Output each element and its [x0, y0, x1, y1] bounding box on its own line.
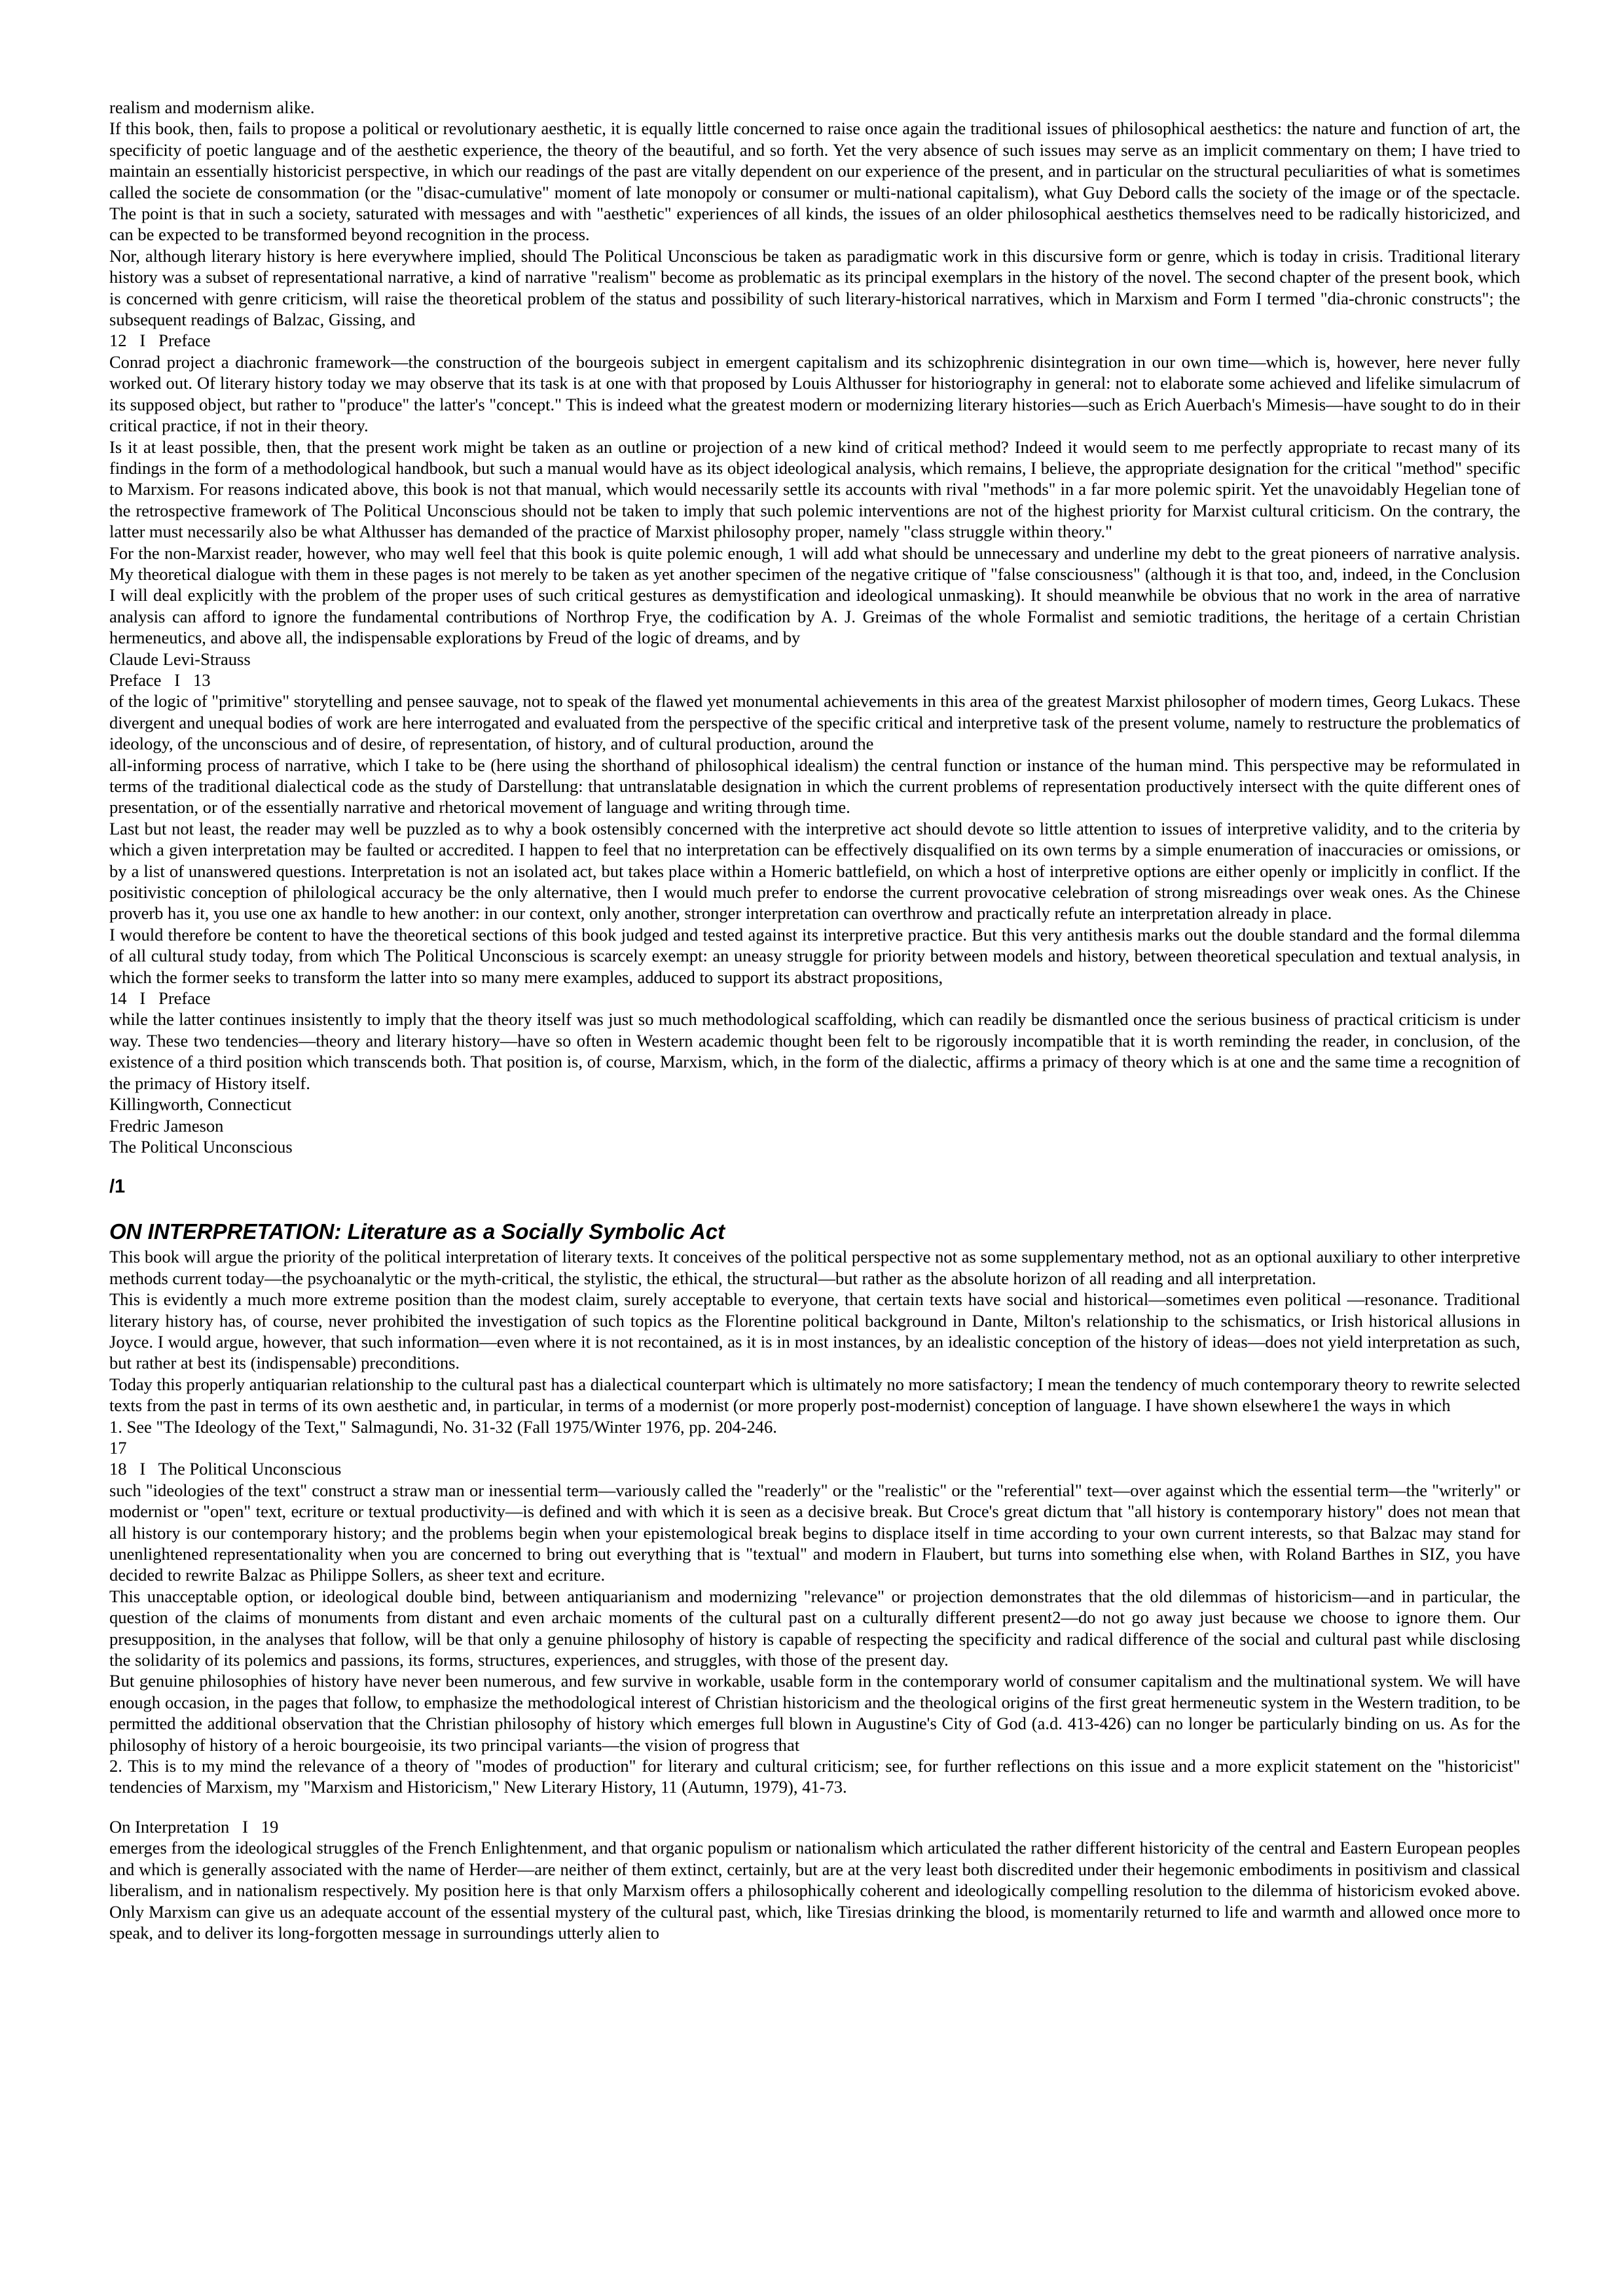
paragraph: But genuine philosophies of history have never been numerous, and few survive in workable, usable form in the contemporary world of consumer capitalism and the multinational system. We will have enough occasion, in the pages that follow, to emphasize the methodological interest of Christian historicism and the theological origins of the first great hermeneutic system in the Western tradition, to be permitted the additional observation that the Christian philosophy of history which emerges full blown in Augustine's City of God (a.d. 413-426) can no longer be particularly binding on us. As for the philosophy of history of a heroic bourgeoisie, its two principal variants—the vision of progress that [109, 1671, 1520, 1755]
signature-author: Fredric Jameson [109, 1115, 224, 1136]
paragraph: all-informing process of narrative, which I take to be (here using the shorthand of philosophical idealism) the central function or instance of the human mind. This perspective may be reformulated in terms of the traditional dialectical code as the study of Darstellung: that untranslatable designation in which the current problems of representation productively intersect with the quite different ones of presentation, or of the essentially narrative and rhetorical movement of language and writing through time. [109, 755, 1520, 817]
paragraph: This is evidently a much more extreme position than the modest claim, surely acceptable to everyone, that certain texts have social and historical—sometimes even political —resonance. Traditional literary history has, of course, never prohibited the investigation of such topics as the Florentine political background in Dante, Milton's relationship to the schismatics, or Irish historical allusions in Joyce. I would argue, however, that such information—even where it is not recontained, as it is in most instances, by an idealistic conception of the history of ideas—does not yield interpretation as such, but rather at best its (indispensable) preconditions. [109, 1289, 1520, 1373]
paragraph: such "ideologies of the text" construct a straw man or inessential term—variously called the "readerly" or the "realistic" or the "referential" text—over against which the essential term—the "writerly" or modernist or "open" text, ecriture or textual productivity—is defined and with which it is seen as a decisive break. But Croce's great dictum that "all history is contemporary history" does not mean that all history is our contemporary history; and the problems begin when your epistemological break begins to displace itself in time according to your own current interests, so that Balzac may stand for unenlightened representationality when you are concerned to bring out everything that is "textual" and modern in Flaubert, but turns into something else when, with Roland Barthes in SIZ, you have decided to rewrite Balzac as Philippe Sollers, as sheer text and ecriture. [109, 1480, 1520, 1585]
paragraph: Is it at least possible, then, that the present work might be taken as an outline or projection of a new kind of critical method? Indeed it would seem to me perfectly appropriate to recast many of its findings in the form of a methodological handbook, but such a manual would have as its object ideological analysis, which remains, I believe, the appropriate designation for the critical "method" specific to Marxism. For reasons indicated above, this book is not that manual, which would necessarily settle its accounts with rival "methods" in a far more polemic spirit. Yet the unavoidably Hegelian tone of the retrospective framework of The Political Unconscious should not be taken to imply that such polemic interventions are not of the highest priority for Marxist cultural criticism. On the contrary, the latter must necessarily also be what Althusser has demanded of the practice of Marxist philosophy proper, namely "class struggle within theory." [109, 437, 1520, 542]
paragraph: This unacceptable option, or ideological double bind, between antiquarianism and modernizing "relevance" or projection demonstrates that the old dilemmas of historicism—and in particular, the question of the claims of monuments from distant and even archaic moments of the cultural past on a culturally different present2—do not go away just because we choose to ignore them. Our presupposition, in the analyses that follow, will be that only a genuine philosophy of history is capable of respecting the specificity and radical difference of the social and cultural past while disclosing the solidarity of its polemics and passions, its forms, structures, experiences, and struggles, with those of the present day. [109, 1586, 1520, 1670]
chapter-title: ON INTERPRETATION: Literature as a Socially Symbolic Act [109, 1219, 725, 1244]
document-page [109, 97, 1520, 1943]
chapter-number: /1 [109, 1176, 126, 1198]
paragraph: For the non-Marxist reader, however, who may well feel that this book is quite polemic enough, 1 will add what should be unnecessary and underline my debt to the great pioneers of narrative analysis. My theoretical dialogue with them in these pages is not merely to be taken as yet another specimen of the negative critique of "false consciousness" (although it is that too, and, indeed, in the Conclusion I will deal explicitly with the problem of the proper uses of such critical gestures as demystification and ideological unmasking). It should meanwhile be obvious that no work in the area of narrative analysis can afford to ignore the fundamental contributions of Northrop Frye, the codification by A. J. Greimas of the whole Formalist and semiotic traditions, the heritage of a certain Christian hermeneutics, and above all, the indispensable explorations by Freud of the logic of dreams, and by [109, 543, 1520, 648]
paragraph: Nor, although literary history is here everywhere implied, should The Political Unconscious be taken as paradigmatic work in this discursive form or genre, which is today in crisis. Traditional literary history was a subset of representational narrative, a kind of narrative "realism" become as problematic as its principal exemplars in the history of the novel. The second chapter of the present book, which is concerned with genre criticism, will raise the theoretical problem of the status and possibility of such literary-historical narratives, which in Marxism and Form I termed "dia-chronic constructs"; the subsequent readings of Balzac, Gissing, and [109, 245, 1520, 330]
paragraph: emerges from the ideological struggles of the French Enlightenment, and that organic populism or nationalism which articulated the rather different historicity of the central and Eastern European peoples and which is generally associated with the name of Herder—are neither of them extinct, certainly, but are at the very least both discredited under their hegemonic embodiments in positivism and classical liberalism, and in nationalism respectively. My position here is that only Marxism offers a philosophically coherent and ideologically compelling resolution to the dilemma of historicism evoked above. Only Marxism can give us an adequate account of the essential mystery of the cultural past, which, like Tiresias drinking the blood, is momentarily returned to life and warmth and allowed once more to speak, and to deliver its long-forgotten message in surroundings utterly alien to [109, 1838, 1520, 1943]
paragraph: If this book, then, fails to propose a political or revolutionary aesthetic, it is equally little concerned to raise once again the traditional issues of philosophical aesthetics: the nature and function of art, the specificity of poetic language and of the aesthetic experience, the theory of the beautiful, and so forth. Yet the very absence of such issues may serve as an implicit commentary on them; I have tried to maintain an essentially historicist perspective, in which our readings of the past are vitally dependent on our experience of the present, and in particular on the structural peculiarities of what is sometimes called the societe de consommation (or the "disac-cumulative" moment of late monopoly or consumer or multi-national capitalism), what Guy Debord calls the society of the image or of the spectacle. The point is that in such a society, saturated with messages and with "aesthetic" experiences of all kinds, the issues of an older philosophical aesthetics themselves need to be radically historicized, and can be expected to be transformed beyond recognition in the process. [109, 118, 1520, 245]
footnote: 2. This is to my mind the relevance of a theory of "modes of production" for literary and cultural criticism; see, for further reflections on this issue and a more explicit statement on the "historicist" tendencies of Marxism, my "Marxism and Historicism," New Literary History, 11 (Autumn, 1979), 41-73. [109, 1756, 1520, 1797]
paragraph: I would therefore be content to have the theoretical sections of this book judged and tested against its interpretive practice. But this very antithesis marks out the double standard and the formal dilemma of all cultural study today, from which The Political Unconscious is scarcely exempt: an uneasy struggle for priority between models and history, between theoretical speculation and textual analysis, in which the former seeks to transform the latter into so many mere examples, adduced to support its abstract propositions, [109, 924, 1520, 987]
paragraph: This book will argue the priority of the political interpretation of literary texts. It conceives of the political perspective not as some supplementary method, not as an optional auxiliary to other interpretive methods current today—the psychoanalytic or the myth-critical, the stylistic, the ethical, the structural—but rather as the absolute horizon of all reading and all interpretation. [109, 1247, 1520, 1288]
signature-title: The Political Unconscious [109, 1136, 293, 1157]
running-header: 14 I Preface [109, 988, 211, 1009]
paragraph: Conrad project a diachronic framework—the construction of the bourgeois subject in emergent capitalism and its schizophrenic disintegration in our own time—which is, however, here never fully worked out. Of literary history today we may observe that its task is at one with that proposed by Louis Althusser for historiography in general: not to elaborate some achieved and lifelike simulacrum of its supposed object, but rather to "produce" the latter's "concept." This is indeed what the greatest modern or modernizing literary histories—such as Erich Auerbach's Mimesis—have sought to do in their critical practice, if not in their theory. [109, 351, 1520, 436]
page-number: 17 [109, 1437, 127, 1458]
signature-place: Killingworth, Connecticut [109, 1094, 292, 1115]
paragraph: realism and modernism alike. [109, 98, 315, 117]
paragraph: of the logic of "primitive" storytelling and pensee sauvage, not to speak of the flawed yet monumental achievements in this area of the greatest Marxist philosopher of modern times, Georg Lukacs. These divergent and unequal bodies of work are here interrogated and evaluated from the perspective of the specific critical and interpretive task of the present volume, namely to restructure the problematics of ideology, of the unconscious and of desire, of representation, of history, and of cultural production, around the [109, 691, 1520, 754]
running-header: 18 I The Political Unconscious [109, 1459, 342, 1479]
running-header: Preface I 13 [109, 670, 211, 690]
spacer [109, 1157, 1520, 1175]
running-header: On Interpretation I 19 [109, 1816, 279, 1837]
paragraph: Last but not least, the reader may well be puzzled as to why a book ostensibly concerned with the interpretive act should devote so little attention to issues of interpretive validity, and to the criteria by which a given interpretation may be faulted or accredited. I happen to feel that no interpretation can be effectively disqualified on its own terms by a simple enumeration of inaccuracies or omissions, or by a list of unanswered questions. Interpretation is not an isolated act, but takes place within a Homeric battlefield, on which a host of interpretive options are either openly or implicitly in conflict. If the positivistic conception of philological accuracy be the only alternative, then I would much prefer to endorse the current provocative celebration of strong misreadings over weak ones. As the Chinese proverb has it, you use one ax handle to hew another: in our context, only another, stronger interpretation can overthrow and practically refute an interpretation already in place. [109, 818, 1520, 924]
paragraph: Today this properly antiquarian relationship to the cultural past has a dialectical counterpart which is ultimately no more satisfactory; I mean the tendency of much contemporary theory to rewrite selected texts from the past in terms of its own aesthetic and, in particular, in terms of a modernist (or more properly post-modernist) conception of language. I have shown elsewhere1 the ways in which [109, 1374, 1520, 1416]
paragraph: while the latter continues insistently to imply that the theory itself was just so much methodological scaffolding, which can readily be dismantled once the serious business of practical criticism is under way. These two tendencies—theory and literary history—have so often in Western academic thought been felt to be rigorously incompatible that it is worth reminding the reader, in conclusion, of the existence of a third position which transcends both. That position is, of course, Marxism, which, in the form of the dialectic, affirms a primacy of theory which is at one and the same time a recognition of the primacy of History itself. [109, 1009, 1520, 1093]
running-header: 12 I Preface [109, 331, 211, 351]
spacer [109, 1798, 1520, 1816]
paragraph: Claude Levi-Strauss [109, 649, 251, 669]
footnote: 1. See "The Ideology of the Text," Salmagundi, No. 31-32 (Fall 1975/Winter 1976, pp. 204-246. [109, 1416, 777, 1437]
